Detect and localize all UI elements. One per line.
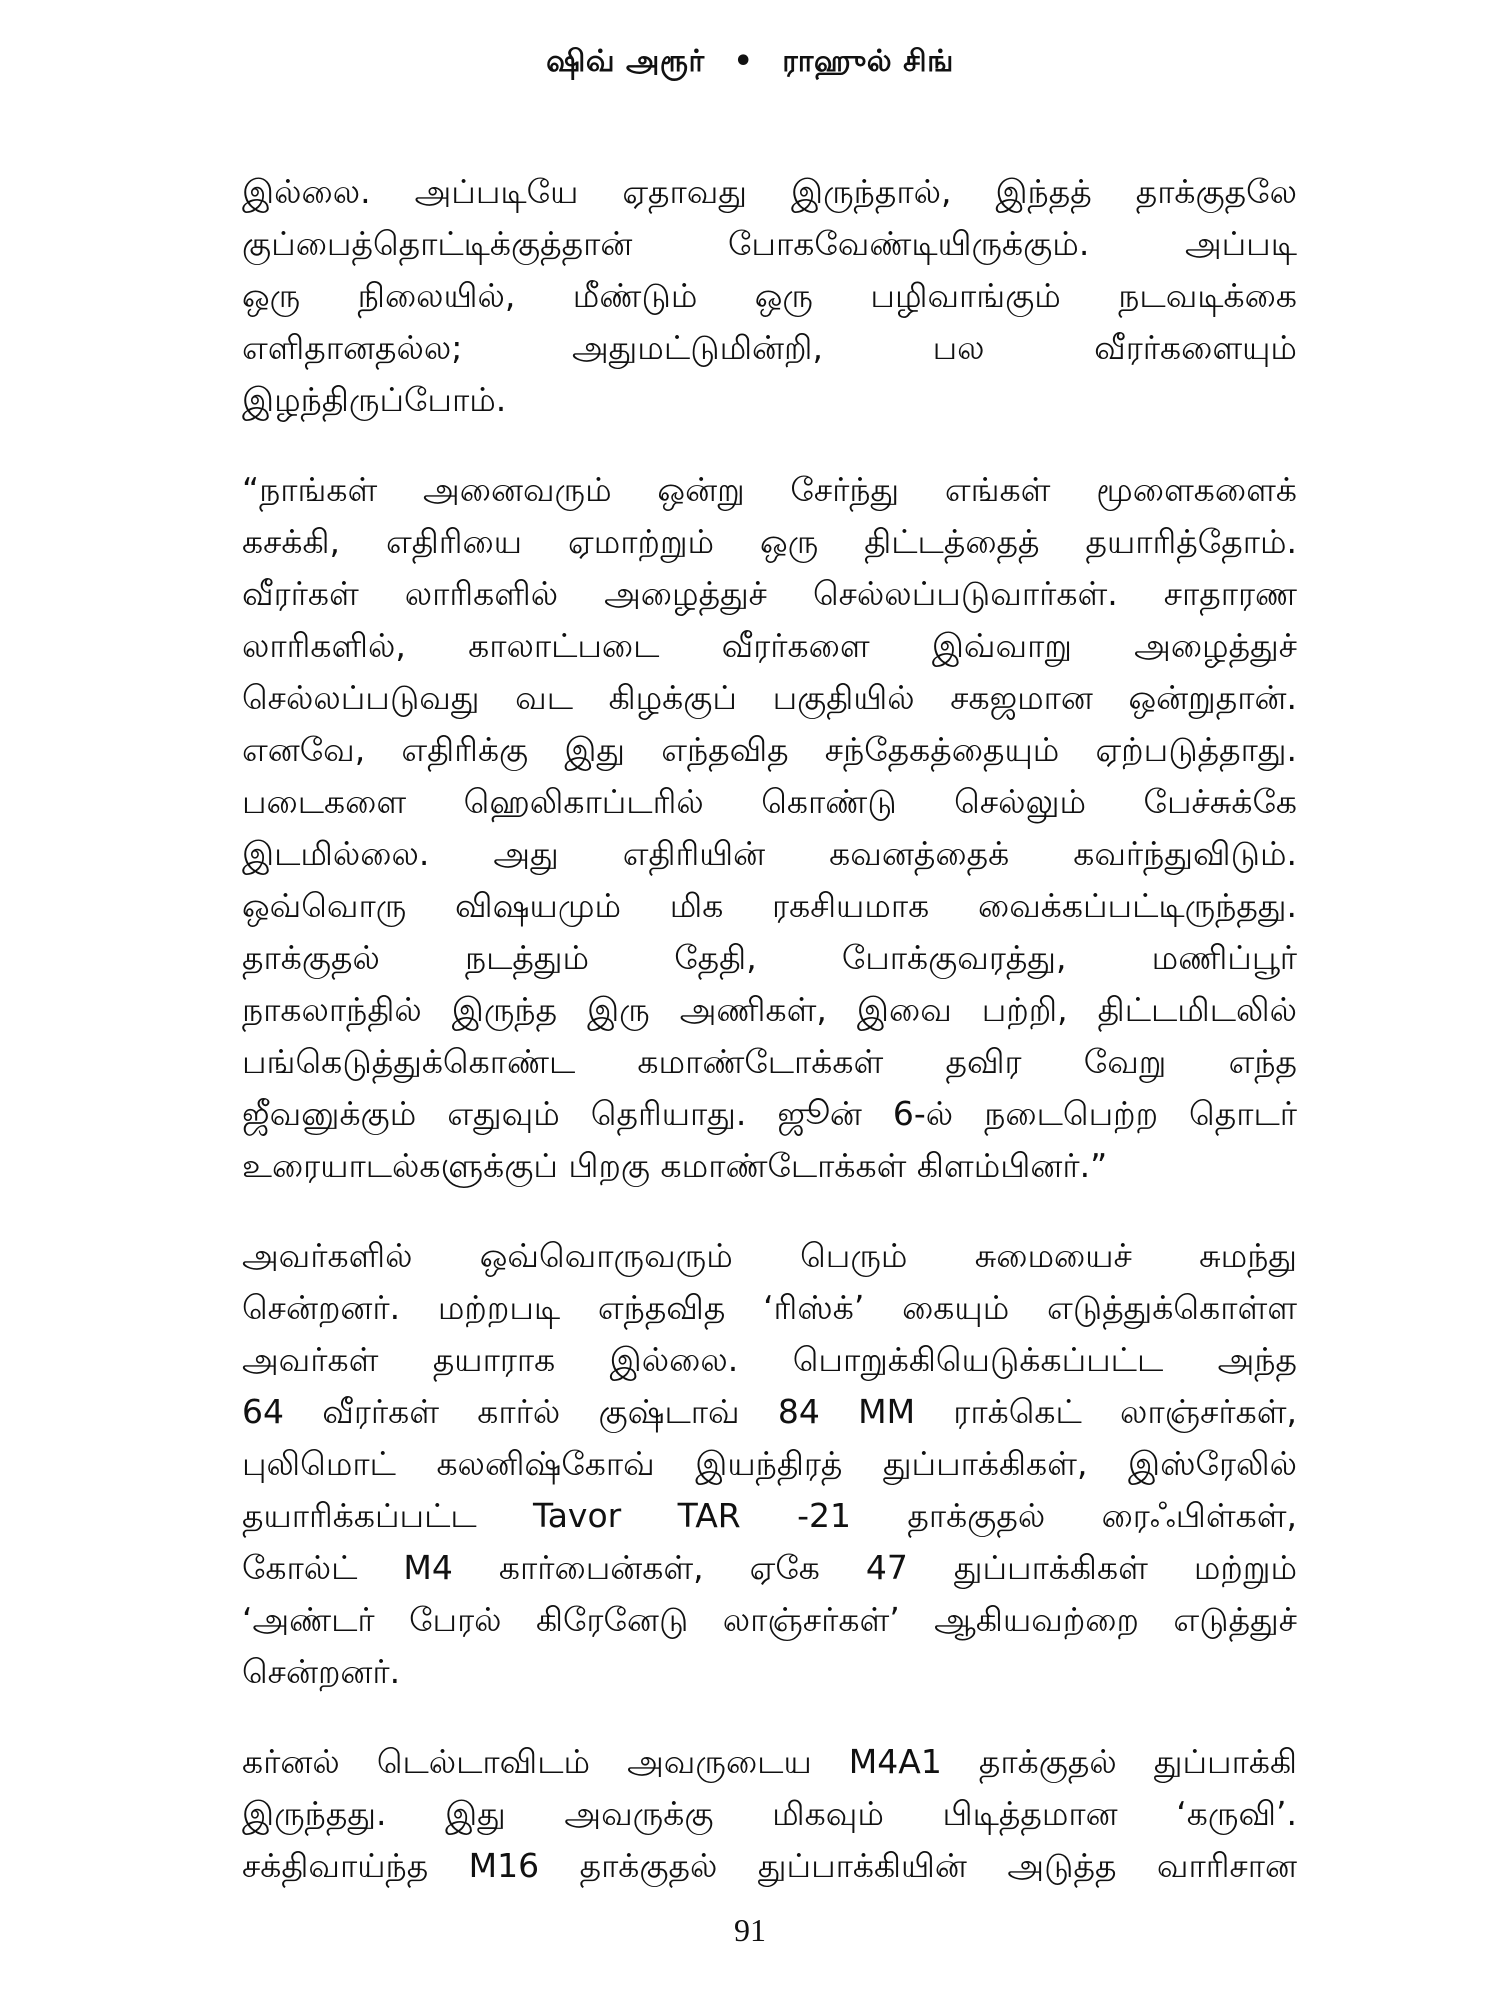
text-line: உரையாடல்களுக்குப் பிறகு கமாண்டோக்கள் கிளம்பினர்.” xyxy=(242,1146,1108,1185)
text-line: லாரிகளில், காலாட்படை வீரர்களை இவ்வாறு அழைத்துச் xyxy=(242,626,1297,665)
text-line: புலிமொட் கலனிஷ்கோவ் இயந்திரத் துப்பாக்கிகள், இஸ்ரேலில் xyxy=(242,1444,1297,1483)
text-line: இருந்தது. இது அவருக்கு மிகவும் பிடித்தமான ‘கருவி’. xyxy=(242,1794,1297,1833)
paragraph xyxy=(242,464,1297,1192)
text-line: பங்கெடுத்துக்கொண்ட கமாண்டோக்கள் தவிர வேறு எந்த xyxy=(242,1042,1297,1081)
text-line: எனவே, எதிரிக்கு இது எந்தவித சந்தேகத்தையும் ஏற்படுத்தாது. xyxy=(242,730,1297,769)
text-line: “நாங்கள் அனைவரும் ஒன்று சேர்ந்து எங்கள் மூளைகளைக் xyxy=(242,470,1297,509)
body-text xyxy=(242,166,1297,1930)
paragraph xyxy=(242,166,1297,426)
text-line: சக்திவாய்ந்த M16 தாக்குதல் துப்பாக்கியின் அடுத்த வாரிசான xyxy=(242,1846,1297,1885)
text-line: கோல்ட் M4 கார்பைன்கள், ஏகே 47 துப்பாக்கிகள் மற்றும் xyxy=(242,1548,1297,1587)
text-line: ‘அண்டர் பேரல் கிரேனேடு லாஞ்சர்கள்’ ஆகியவற்றை எடுத்துச் xyxy=(242,1600,1297,1639)
text-line: இழந்திருப்போம். xyxy=(242,380,507,419)
page-number: 91 xyxy=(734,1912,766,1948)
text-line: படைகளை ஹெலிகாப்டரில் கொண்டு செல்லும் பேச்சுக்கே xyxy=(242,782,1297,821)
text-line: சென்றனர். மற்றபடி எந்தவித ‘ரிஸ்க்’ கையும் எடுத்துக்கொள்ள xyxy=(242,1288,1297,1327)
text-line: ஒவ்வொரு விஷயமும் மிக ரகசியமாக வைக்கப்பட்டிருந்தது. xyxy=(242,886,1297,925)
text-line: சென்றனர். xyxy=(242,1652,401,1691)
text-line: கர்னல் டெல்டாவிடம் அவருடைய M4A1 தாக்குதல் துப்பாக்கி xyxy=(242,1742,1297,1781)
paragraph xyxy=(242,1230,1297,1698)
text-line: அவர்களில் ஒவ்வொருவரும் பெரும் சுமையைச் சுமந்து xyxy=(242,1236,1297,1275)
text-line: அவர்கள் தயாராக இல்லை. பொறுக்கியெடுக்கப்பட்ட அந்த xyxy=(242,1340,1297,1379)
text-line: ஒரு நிலையில், மீண்டும் ஒரு பழிவாங்கும் நடவடிக்கை xyxy=(242,276,1297,315)
text-line: குப்பைத்தொட்டிக்குத்தான் போகவேண்டியிருக்கும். அப்படி xyxy=(242,224,1297,263)
text-line: தயாரிக்கப்பட்ட Tavor TAR -21 தாக்குதல் ரைஃபிள்கள், xyxy=(242,1496,1297,1535)
text-line: வீரர்கள் லாரிகளில் அழைத்துச் செல்லப்படுவார்கள். சாதாரண xyxy=(242,574,1297,613)
text-line: செல்லப்படுவது வட கிழக்குப் பகுதியில் சகஜமான ஒன்றுதான். xyxy=(242,678,1297,717)
text-line: நாகலாந்தில் இருந்த இரு அணிகள், இவை பற்றி, திட்டமிடலில் xyxy=(242,990,1297,1029)
text-line: இல்லை. அப்படியே ஏதாவது இருந்தால், இந்தத் தாக்குதலே xyxy=(242,172,1297,211)
text-line: தாக்குதல் நடத்தும் தேதி, போக்குவரத்து, மணிப்பூர் xyxy=(242,938,1297,977)
text-line: கசக்கி, எதிரியை ஏமாற்றும் ஒரு திட்டத்தைத் தயாரித்தோம். xyxy=(242,522,1297,561)
running-head xyxy=(0,42,1500,82)
text-line: இடமில்லை. அது எதிரியின் கவனத்தைக் கவர்ந்துவிடும். xyxy=(242,834,1297,873)
text-line: ஜீவனுக்கும் எதுவும் தெரியாது. ஜூன் 6-ல் நடைபெற்ற தொடர் xyxy=(242,1094,1297,1133)
text-line: 64 வீரர்கள் கார்ல் குஷ்டாவ் 84 MM ராக்கெட் லாஞ்சர்கள், xyxy=(242,1392,1297,1431)
text-line: எளிதானதல்ல; அதுமட்டுமின்றி, பல வீரர்களையும் xyxy=(242,328,1297,367)
author-name-1: ஷிவ் அரூர் xyxy=(546,44,705,79)
paragraph xyxy=(242,1736,1297,1892)
author-name-2: ராஹுல் சிங் xyxy=(782,44,954,79)
bullet-separator: • xyxy=(733,44,754,79)
